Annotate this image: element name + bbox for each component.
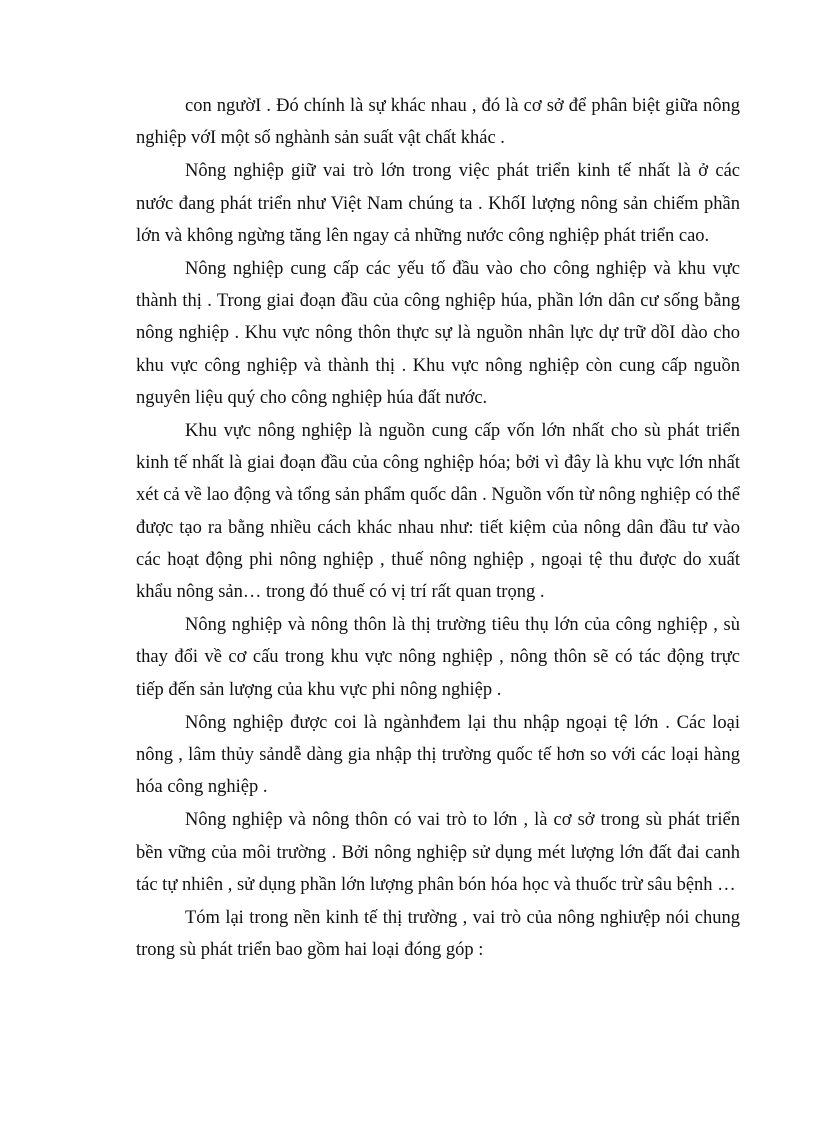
paragraph: Nông nghiệp giữ vai trò lớn trong việc phát triển kinh tế nhất là ở các nước đang phát triển như Việt Nam chúng ta . KhốI lượng nông sản chiếm phần lớn và không ngừng tăng lên ngay cả những nước công nghiệp phát triển cao. [136, 161, 740, 246]
paragraph: Nông nghiệp được coi là ngànhđem lại thu nhập ngoại tệ lớn . Các loại nông , lâm thủy sảndễ dàng gia nhập thị trường quốc tế hơn so với các loại hàng hóa công nghiệp . [136, 712, 740, 798]
paragraph: Tóm lại trong nền kinh tế thị trường , vai trò của nông nghiưệp nói chung trong sù phát triển bao gồm hai loại đóng góp : [136, 908, 740, 961]
document-page [136, 90, 740, 967]
paragraph: Nông nghiệp cung cấp các yếu tố đầu vào cho công nghiệp và khu vực thành thị . Trong giai đoạn đầu của công nghiệp húa, phần lớn dân cư sống bằng nông nghiệp . Khu vực nông thôn thực sự là nguồn nhân lực dự trữ dồI dào cho khu vực công nghiệp và thành thị . Khu vực nông nghiệp còn cung cấp nguồn nguyên liệu quý cho công nghiệp húa đất nước. [136, 259, 740, 408]
paragraph: Khu vực nông nghiệp là nguồn cung cấp vốn lớn nhất cho sù phát triển kinh tế nhất là giai đoạn đầu của công nghiệp hóa; bởi vì đây là khu vực lớn nhất xét cả về lao động và tổng sản phẩm quốc dân . Nguồn vốn từ nông nghiệp có thể được tạo ra bằng nhiều cách khác nhau như: tiết kiệm của nông dân đầu tư vào các hoạt động phi nông nghiệp , thuế nông nghiệp , ngoại tệ thu được do xuất khẩu nông sản… trong đó thuế có vị trí rất quan trọng . [136, 421, 740, 603]
paragraph: Nông nghiệp và nông thôn là thị trường tiêu thụ lớn của công nghiệp , sù thay đổi về cơ cấu trong khu vực nông nghiệp , nông thôn sẽ có tác động trực tiếp đến sản lượng của khu vực phi nông nghiệp . [136, 615, 740, 700]
paragraph: Nông nghiệp và nông thôn có vai trò to lớn , là cơ sở trong sù phát triển bền vững của môi trường . Bởi nông nghiệp sử dụng mét lượng lớn đất đai canh tác tự nhiên , sử dụng phần lớn lượng phân bón hóa học và thuốc trừ sâu bệnh … [136, 810, 740, 895]
paragraph: con ngườI . Đó chính là sự khác nhau , đó là cơ sở để phân biệt giữa nông nghiệp vớI một số nghành sản suất vật chất khác . [136, 96, 740, 149]
